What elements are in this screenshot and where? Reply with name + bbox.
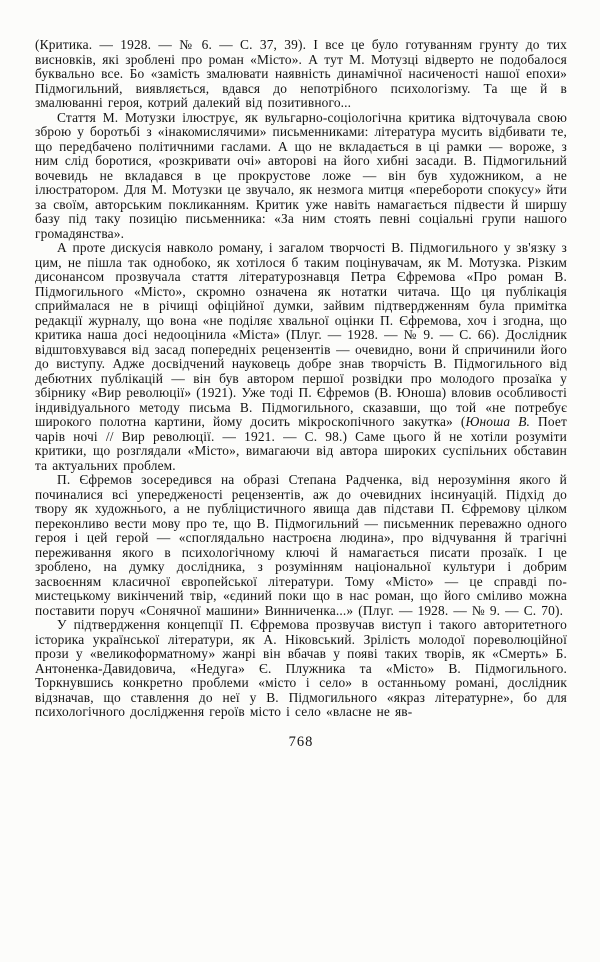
page-number: 768	[288, 733, 314, 750]
paragraph-motuzka-article: Стаття М. Мотузки ілюструє, як вульгарно-соціологічна критика відточувала свою зброю у боротьбі з «інакомислячими» письменниками: література мусить відбивати те, що передбачено політичними гаслами. А що не вкладається в ці рамки — вороже, з ним слід боротися, «розкривати очі» авторові на його хибні засади. В. Підмогильний вочевидь не вкладався в це прокрустове ложе — він був художником, а не ілюстратором. Для М. Мотузки це звучало, як незмога митця «перебороти спокусу» йти за своїм, авторським покликанням. Критик уже навіть намагається підвести й ширшу базу під таку позицію письменника: «За ним стоять певні соціальні групи нашого громадянства».	[35, 109, 567, 241]
paragraph-radchenko-analysis: П. Єфремов зосередився на образі Степана Радченка, від нерозуміння якого й починалися всі упередженості рецензентів, аж до очевидних інсинуацій. Підхід до твору як художнього, а не публіцистичного явища дав підстави П. Єфремову цілком переконливо вести мову про те, що В. Підмогильний — письменник переважно одного героя і цей герой — «споглядально настроєна людина», про відчування й трагічні переживання якого в психологічному ключі й намагається писати прозаїк. І це зроблено, на думку дослідника, з розумінням національної культури і добрим засвоєнням класичної європейської літератури. Тому «Місто» — це справді по-мистецькому викінчений твір, «єдиний поки що в нас роман, що його сміливо можна поставити поруч «Сонячної машини» Винниченка...» (Плуг. — 1928. — № 9. — С. 70).	[35, 472, 567, 618]
page-text-block	[35, 38, 567, 720]
paragraph-discussion-text-start: А проте дискусія навколо роману, і загалом творчості В. Підмогильного у зв'язку з цим, не пішла так однобоко, як хотілося б таким поцінувачам, як М. Мотузка. Різким дисонансом прозвучала стаття літературознавця Петра Єфремова «Про роман В. Підмогильного «Місто», скромно означена як нотатки читача. Що ця публікація сприймалася не в річищі офіційної думки, зайвим підтвердженням була примітка редакції журналу, що вона «не поділяє хвальної оцінки П. Єфремова, хоч і згодна, що критика наша досі недооцінила «Міста» (Плуг. — 1928. — № 9. — С. 66). Дослідник відштовхувався від засад попередніх рецензентів — очевидно, вони й спричинили його до виступу. Адже досвідчений науковець добре знав творчість В. Підмогильного від дебютних публікацій — він був автором першої розвідки про молодого прозаїка у збірнику «Вир революції» (1921). Уже тоді П. Єфремов (В. Юноша) вловив особливості індивідуального методу письма В. Підмогильного, сказавши, що той «не потребує широкого полотна картини, йому досить мікроскопічного закутка» (	[35, 240, 567, 429]
paragraph-nikovsky: У підтвердження концепції П. Єфремова прозвучав виступ і такого авторитетного історика української літератури, як А. Ніковський. Зрілість молодої пореволюційної прози у «великоформатному» жанрі він вбачав у появі таких творів, як «Смерть» Б. Антоненка-Давидовича, «Недуга» Є. Плужника та «Місто» В. Підмогильного. Торкнувшись конкретно проблеми «місто і село» в останньому романі, дослідник відзначав, що ставлення до неї у В. Підмогильного «якраз літературне», бо для психологічного дослідження героїв місто і село «власне не яв-	[35, 617, 567, 719]
paragraph-continuation-kritika: (Критика. — 1928. — № 6. — С. 37, 39). І все це було готуванням грунту до тих висновків, які зроблені про роман «Місто». А тут М. Мотузці відверто не подобалося буквально все. Бо «замість змалювати наявність динамічної насиченості нашої епохи» Підмогильний, виявляється, вдався до непотрібного психологізму. Та ще й в змалюванні героя, котрий далекий від позитивного...	[35, 37, 567, 110]
paragraph-discussion-yefremov	[35, 241, 567, 473]
citation-author-italic: Юноша В.	[465, 414, 531, 429]
paragraph-discussion-text-end: Поет чарів ночі // Вир революції. — 1921. — С. 98.) Саме цього й не хотіли розуміти критики, що розглядали «Місто», вимагаючи від автора широких суспільних обставин та актуальних проблем.	[35, 414, 567, 473]
